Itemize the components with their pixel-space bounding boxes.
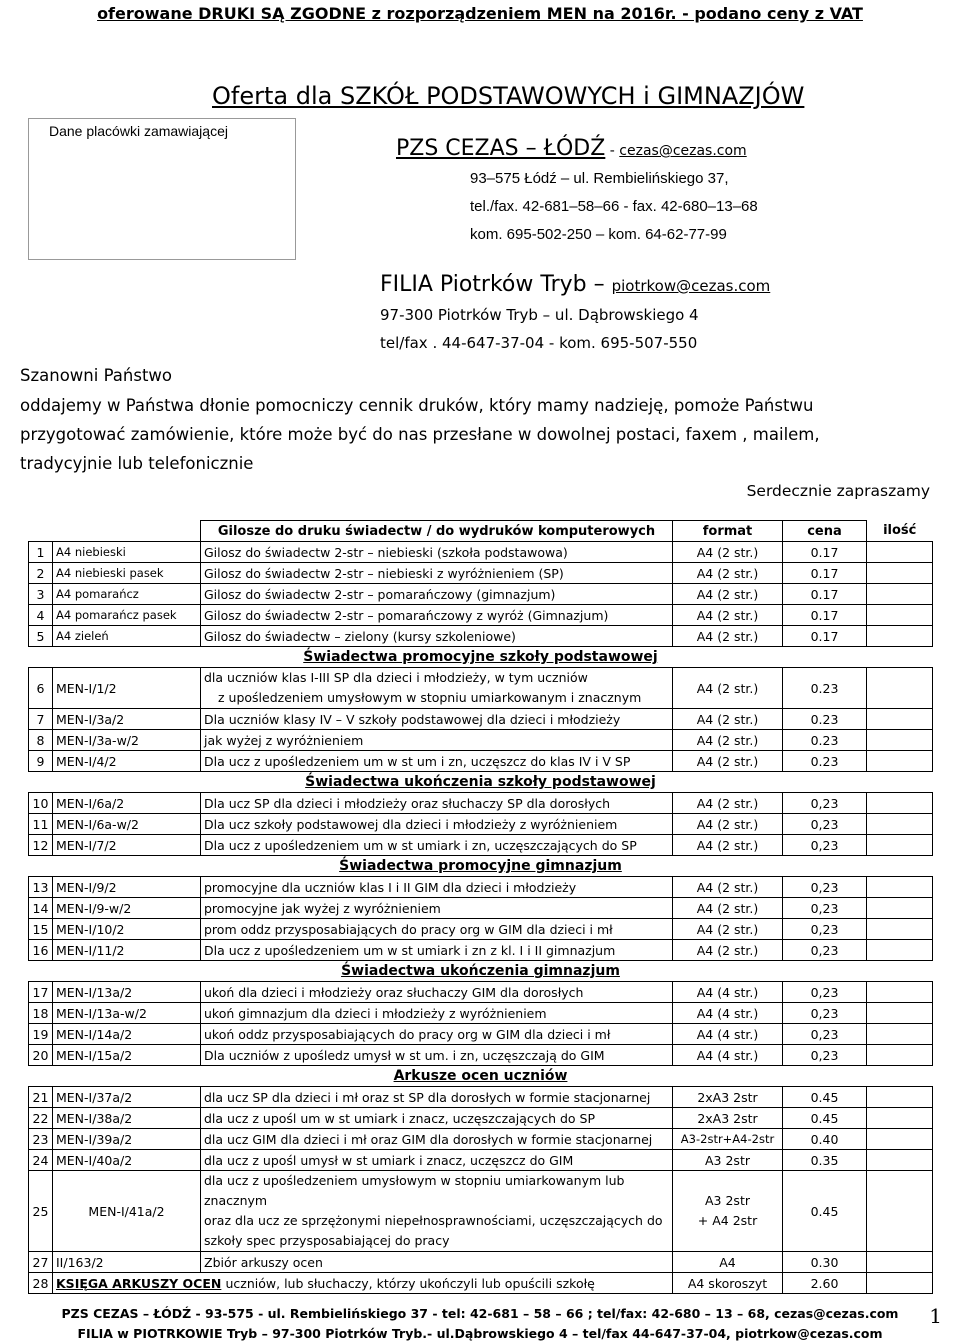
row-quantity[interactable]	[867, 1024, 933, 1045]
table-row	[29, 1129, 933, 1150]
section-row	[29, 1066, 933, 1087]
letter-line: tradycyjnie lub telefonicznie	[20, 454, 254, 473]
row-format: A4	[673, 1252, 783, 1273]
section-title: Świadectwa ukończenia szkoły podstawowej	[29, 772, 933, 793]
row-price: 0,23	[783, 814, 867, 835]
table-row	[29, 982, 933, 1003]
description-line: dla uczniów klas I-III SP dla dzieci i młodzieży, w tym uczniów	[204, 670, 588, 685]
row-price: 0.40	[783, 1129, 867, 1150]
row-quantity[interactable]	[867, 1129, 933, 1150]
row-format: A4 (2 str.)	[673, 626, 783, 647]
row-code: KSIĘGA ARKUSZY OCEN	[53, 1273, 201, 1294]
row-price: 0.17	[783, 584, 867, 605]
row-number: 19	[29, 1024, 53, 1045]
branch-phone-line: tel/fax . 44-647-37-04 - kom. 695-507-550	[380, 334, 698, 352]
row-format: A4 (2 str.)	[673, 751, 783, 772]
table-row	[29, 898, 933, 919]
row-quantity[interactable]	[867, 751, 933, 772]
row-description: promocyjne dla uczniów klas I i II GIM dla dzieci i młodzieży	[201, 877, 673, 898]
row-format: A4 (2 str.)	[673, 898, 783, 919]
row-description: Gilosz do świadectw 2-str – pomarańczowy z wyróż (Gimnazjum)	[201, 605, 673, 626]
format-line: + A4 2str	[697, 1213, 758, 1228]
row-number: 8	[29, 730, 53, 751]
section-row	[29, 647, 933, 668]
row-format: A4 (4 str.)	[673, 1024, 783, 1045]
row-number: 18	[29, 1003, 53, 1024]
row-price: 0,23	[783, 1003, 867, 1024]
row-price: 0,23	[783, 1045, 867, 1066]
row-price: 0.17	[783, 605, 867, 626]
row-number: 5	[29, 626, 53, 647]
table-row	[29, 668, 933, 709]
table-row	[29, 877, 933, 898]
row-number: 11	[29, 814, 53, 835]
row-quantity[interactable]	[867, 626, 933, 647]
row-description: prom oddz przysposabiających do pracy org w GIM dla dzieci i mł	[201, 919, 673, 940]
row-description: dla ucz GIM dla dzieci i mł oraz GIM dla dorosłych w formie stacjonarnej	[201, 1129, 673, 1150]
row-format: A4 (4 str.)	[673, 982, 783, 1003]
description-line: dla ucz z upośledzeniem umysłowym w stopniu umiarkowanym lub znacznym	[204, 1173, 625, 1208]
price-table	[28, 520, 933, 1294]
row-format: A4 (2 str.)	[673, 730, 783, 751]
row-description: Gilosz do świadectw – zielony (kursy szkoleniowe)	[201, 626, 673, 647]
row-price: 2.60	[783, 1273, 867, 1294]
row-code: MEN-I/13a-w/2	[53, 1003, 201, 1024]
header-blank	[53, 521, 201, 542]
section-row	[29, 772, 933, 793]
row-number: 28	[29, 1273, 53, 1294]
row-format: A4 (2 str.)	[673, 919, 783, 940]
row-code: MEN-I/39a/2	[53, 1129, 201, 1150]
table-row	[29, 1045, 933, 1066]
row-description: uczniów, lub słuchaczy, którzy ukończyli lub opuścili szkołę	[201, 1273, 673, 1294]
row-description	[201, 1171, 673, 1252]
row-format: A4 (2 str.)	[673, 940, 783, 961]
row-description: Dla ucz z upośledzeniem um w st um i zn, uczęszcz do klas IV i V SP	[201, 751, 673, 772]
table-row	[29, 563, 933, 584]
row-number: 27	[29, 1252, 53, 1273]
row-quantity[interactable]	[867, 877, 933, 898]
row-description: Dla ucz z upośledzeniem um w st umiark i zn, uczęszczających do SP	[201, 835, 673, 856]
row-format: A4 (4 str.)	[673, 1045, 783, 1066]
row-number: 10	[29, 793, 53, 814]
row-quantity[interactable]	[867, 1273, 933, 1294]
row-quantity[interactable]	[867, 835, 933, 856]
description-line: szkoły spec przysposabiającej do pracy	[204, 1233, 450, 1248]
row-quantity[interactable]	[867, 542, 933, 563]
page-number: 1	[929, 1304, 942, 1328]
row-code: MEN-I/14a/2	[53, 1024, 201, 1045]
row-price: 0,23	[783, 940, 867, 961]
row-code: II/163/2	[53, 1252, 201, 1273]
row-quantity[interactable]	[867, 1003, 933, 1024]
table-row	[29, 605, 933, 626]
row-description: dla ucz SP dla dzieci i mł oraz st SP dla dorosłych w formie stacjonarnej	[201, 1087, 673, 1108]
row-quantity[interactable]	[867, 730, 933, 751]
row-number: 22	[29, 1108, 53, 1129]
client-box-label: Dane placówki zamawiającej	[49, 123, 228, 139]
hq-mobile-line: kom. 695-502-250 – kom. 64-62-77-99	[470, 226, 727, 243]
table-row	[29, 1273, 933, 1294]
section-title: Arkusze ocen uczniów	[29, 1066, 933, 1087]
row-price: 0.30	[783, 1252, 867, 1273]
table-row	[29, 1252, 933, 1273]
section-title: Świadectwa promocyjne szkoły podstawowej	[29, 647, 933, 668]
table-row	[29, 1171, 933, 1252]
row-price: 0,23	[783, 1024, 867, 1045]
row-code: MEN-I/9-w/2	[53, 898, 201, 919]
row-description: Dla ucz szkoły podstawowej dla dzieci i młodzieży z wyróżnieniem	[201, 814, 673, 835]
row-quantity[interactable]	[867, 1171, 933, 1252]
row-format: A4 (2 str.)	[673, 814, 783, 835]
letter-line: przygotować zamówienie, które może być do nas przesłane w dowolnej postaci, faxem , mailem,	[20, 425, 820, 444]
row-quantity[interactable]	[867, 814, 933, 835]
row-format: A4 (2 str.)	[673, 877, 783, 898]
row-description: Zbiór arkuszy ocen	[201, 1252, 673, 1273]
row-format: A4 (2 str.)	[673, 605, 783, 626]
row-price: 0.17	[783, 542, 867, 563]
row-description: Gilosz do świadectw 2-str – niebieski z wyróżnieniem (SP)	[201, 563, 673, 584]
row-format: A3 2str	[673, 1150, 783, 1171]
row-number: 15	[29, 919, 53, 940]
row-code: MEN-I/6a-w/2	[53, 814, 201, 835]
row-code: MEN-I/15a/2	[53, 1045, 201, 1066]
table-row	[29, 730, 933, 751]
row-number: 14	[29, 898, 53, 919]
row-price: 0.23	[783, 668, 867, 709]
row-format: 2xA3 2str	[673, 1108, 783, 1129]
hq-sep: -	[605, 143, 620, 159]
letter-line: oddajemy w Państwa dłonie pomocniczy cennik druków, który mamy nadzieję, pomoże Państwu	[20, 396, 814, 415]
table-row	[29, 814, 933, 835]
row-description: Gilosz do świadectw 2-str – niebieski (szkoła podstawowa)	[201, 542, 673, 563]
row-price: 0,23	[783, 898, 867, 919]
branch-address-line: 97-300 Piotrków Tryb – ul. Dąbrowskiego 4	[380, 306, 699, 324]
row-quantity[interactable]	[867, 668, 933, 709]
row-price: 0.23	[783, 730, 867, 751]
row-code: A4 pomarańcz pasek	[53, 605, 201, 626]
table-row	[29, 751, 933, 772]
table-row	[29, 793, 933, 814]
row-price: 0,23	[783, 835, 867, 856]
row-code: MEN-I/13a/2	[53, 982, 201, 1003]
row-description: dla ucz z upośl umysł w st umiark i znacz, uczęszcz do GIM	[201, 1150, 673, 1171]
header-blank	[29, 521, 53, 542]
row-number: 7	[29, 709, 53, 730]
row-code: MEN-I/1/2	[53, 668, 201, 709]
row-code: A4 niebieski	[53, 542, 201, 563]
footer-line-2: FILIA w PIOTRKOWIE Tryb – 97-300 Piotrków Tryb.- ul.Dąbrowskiego 4 – tel/fax 44-647-37-04, piotrkow@cezas.com	[77, 1326, 883, 1341]
hq-address-line: 93–575 Łódź – ul. Rembielińskiego 37,	[470, 170, 729, 187]
header-quantity: ilość	[883, 523, 917, 539]
row-code: MEN-I/37a/2	[53, 1087, 201, 1108]
row-format: A4 (4 str.)	[673, 1003, 783, 1024]
row-format: A4 skoroszyt	[673, 1273, 783, 1294]
row-description: dla ucz z upośl um w st umiark i znacz, uczęszczających do SP	[201, 1108, 673, 1129]
table-row	[29, 940, 933, 961]
table-row	[29, 1003, 933, 1024]
hq-phone-line: tel./fax. 42-681–58–66 - fax. 42-680–13–68	[470, 198, 758, 215]
row-quantity[interactable]	[867, 1087, 933, 1108]
row-code: MEN-I/9/2	[53, 877, 201, 898]
row-code: MEN-I/10/2	[53, 919, 201, 940]
row-price: 0,23	[783, 793, 867, 814]
row-format: A4 (2 str.)	[673, 709, 783, 730]
row-format: A4 (2 str.)	[673, 584, 783, 605]
row-number: 12	[29, 835, 53, 856]
row-code: MEN-I/4/2	[53, 751, 201, 772]
row-code: A4 zieleń	[53, 626, 201, 647]
table-row	[29, 542, 933, 563]
footer-line-1: PZS CEZAS – ŁÓDŹ - 93-575 - ul. Rembielińskiego 37 - tel: 42-681 – 58 – 66 ; tel/fax: 42-680 – 13 – 68, cezas@cezas.com	[61, 1306, 899, 1321]
row-number: 2	[29, 563, 53, 584]
description-line: z upośledzeniem umysłowym w stopniu umiarkowanym i znacznym	[218, 690, 642, 705]
row-code: A4 niebieski pasek	[53, 563, 201, 584]
row-quantity[interactable]	[867, 940, 933, 961]
row-quantity[interactable]	[867, 1150, 933, 1171]
row-quantity[interactable]	[867, 919, 933, 940]
row-number: 9	[29, 751, 53, 772]
row-format: A3-2str+A4-2str	[673, 1129, 783, 1150]
row-quantity[interactable]	[867, 1045, 933, 1066]
row-number: 1	[29, 542, 53, 563]
row-quantity[interactable]	[867, 709, 933, 730]
offer-title: Oferta dla SZKÓŁ PODSTAWOWYCH i GIMNAZJÓW	[212, 82, 805, 110]
row-price: 0.45	[783, 1108, 867, 1129]
top-banner: oferowane DRUKI SĄ ZGODNE z rozporządzeniem MEN na 2016r. - podano ceny z VAT	[97, 4, 863, 23]
row-price: 0.17	[783, 563, 867, 584]
row-description: promocyjne jak wyżej z wyróżnieniem	[201, 898, 673, 919]
row-code: MEN-I/40a/2	[53, 1150, 201, 1171]
section-row	[29, 856, 933, 877]
row-price: 0.23	[783, 709, 867, 730]
row-code: MEN-I/3a-w/2	[53, 730, 201, 751]
section-title: Świadectwa promocyjne gimnazjum	[29, 856, 933, 877]
row-format: 2xA3 2str	[673, 1087, 783, 1108]
row-description	[201, 668, 673, 709]
row-format: A4 (2 str.)	[673, 668, 783, 709]
row-code: A4 pomarańcz	[53, 584, 201, 605]
row-format: A4 (2 str.)	[673, 542, 783, 563]
row-number: 3	[29, 584, 53, 605]
row-price: 0.23	[783, 751, 867, 772]
hq-title	[396, 136, 747, 161]
table-row	[29, 709, 933, 730]
row-description: ukoń dla dzieci i młodzieży oraz słuchaczy GIM dla dorosłych	[201, 982, 673, 1003]
table-row	[29, 626, 933, 647]
row-code: MEN-I/38a/2	[53, 1108, 201, 1129]
row-price: 0.45	[783, 1171, 867, 1252]
row-price: 0.35	[783, 1150, 867, 1171]
row-number: 16	[29, 940, 53, 961]
client-data-box[interactable]	[28, 118, 296, 260]
table-row	[29, 1150, 933, 1171]
format-line: A3 2str	[705, 1193, 750, 1208]
branch-email[interactable]: piotrkow@cezas.com	[611, 277, 771, 295]
letter-greeting: Szanowni Państwo	[20, 366, 173, 385]
row-price: 0,23	[783, 919, 867, 940]
row-description: Dla ucz SP dla dzieci i młodzieży oraz słuchaczy SP dla dorosłych	[201, 793, 673, 814]
row-number: 4	[29, 605, 53, 626]
header-description: Gilosze do druku świadectw / do wydruków komputerowych	[201, 521, 673, 542]
header-format: format	[673, 521, 783, 542]
row-description: ukoń gimnazjum dla dzieci i młodzieży z wyróżnieniem	[201, 1003, 673, 1024]
table-row	[29, 835, 933, 856]
table-row	[29, 1108, 933, 1129]
branch-title	[380, 272, 770, 297]
row-quantity[interactable]	[867, 605, 933, 626]
row-number: 13	[29, 877, 53, 898]
table-row	[29, 1024, 933, 1045]
row-description: jak wyżej z wyróżnieniem	[201, 730, 673, 751]
row-quantity[interactable]	[867, 584, 933, 605]
row-format: A4 (2 str.)	[673, 563, 783, 584]
row-number: 24	[29, 1150, 53, 1171]
description-line: oraz dla ucz ze sprzężonymi niepełnosprawnościami, uczęszczających do	[204, 1213, 663, 1228]
row-price: 0.45	[783, 1087, 867, 1108]
branch-name: FILIA Piotrków Tryb –	[380, 272, 605, 297]
row-price: 0.17	[783, 626, 867, 647]
table-row	[29, 919, 933, 940]
row-description: ukoń oddz przysposabiających do pracy org w GIM dla dzieci i mł	[201, 1024, 673, 1045]
row-code: MEN-I/6a/2	[53, 793, 201, 814]
row-quantity[interactable]	[867, 1252, 933, 1273]
table-header-row	[29, 521, 933, 542]
row-code: MEN-I/7/2	[53, 835, 201, 856]
row-number: 25	[29, 1171, 53, 1252]
row-code: MEN-I/41a/2	[53, 1171, 201, 1252]
row-number: 17	[29, 982, 53, 1003]
row-number: 23	[29, 1129, 53, 1150]
row-description: Gilosz do świadectw 2-str – pomarańczowy (gimnazjum)	[201, 584, 673, 605]
row-quantity[interactable]	[867, 982, 933, 1003]
row-number: 21	[29, 1087, 53, 1108]
row-quantity[interactable]	[867, 898, 933, 919]
row-format: A4 (2 str.)	[673, 793, 783, 814]
hq-email[interactable]: cezas@cezas.com	[619, 143, 747, 159]
row-price: 0,23	[783, 982, 867, 1003]
row-quantity[interactable]	[867, 1108, 933, 1129]
section-title: Świadectwa ukończenia gimnazjum	[29, 961, 933, 982]
table-row	[29, 1087, 933, 1108]
section-row	[29, 961, 933, 982]
hq-name: PZS CEZAS – ŁÓDŹ	[396, 136, 606, 161]
row-format	[673, 1171, 783, 1252]
row-format: A4 (2 str.)	[673, 835, 783, 856]
row-code: MEN-I/3a/2	[53, 709, 201, 730]
letter-closing: Serdecznie zapraszamy	[746, 482, 930, 500]
row-quantity[interactable]	[867, 563, 933, 584]
row-price: 0,23	[783, 877, 867, 898]
row-code: MEN-I/11/2	[53, 940, 201, 961]
row-quantity[interactable]	[867, 793, 933, 814]
row-number: 6	[29, 668, 53, 709]
row-number: 20	[29, 1045, 53, 1066]
table-row	[29, 584, 933, 605]
row-description: Dla uczniów klasy IV – V szkoły podstawowej dla dzieci i młodzieży	[201, 709, 673, 730]
row-description: Dla ucz z upośledzeniem um w st umiark i zn z kl. I i II gimnazjum	[201, 940, 673, 961]
header-price: cena	[783, 521, 867, 542]
row-description: Dla uczniów z upośledz umysł w st um. i zn, uczęszczają do GIM	[201, 1045, 673, 1066]
